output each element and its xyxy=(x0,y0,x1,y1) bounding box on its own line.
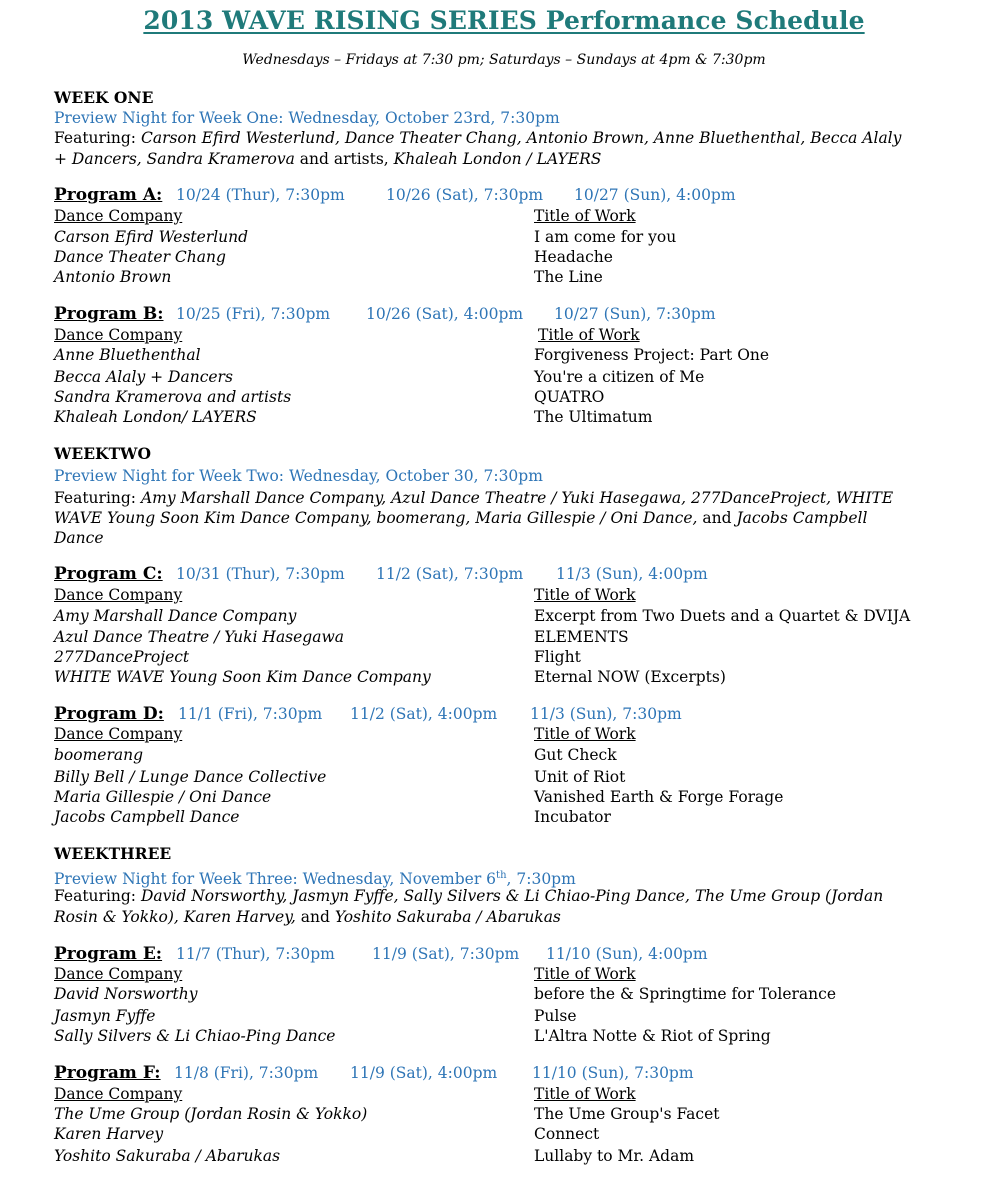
column-header-work: Title of Work xyxy=(534,1085,636,1103)
page-subtitle: Wednesdays – Fridays at 7:30 pm; Saturdays – Sundays at 4pm & 7:30pm xyxy=(242,52,766,68)
program-date: 10/31 (Thur), 7:30pm xyxy=(176,565,345,583)
featuring-connector: and artists, xyxy=(294,150,394,168)
column-header-work: Title of Work xyxy=(534,725,636,743)
column-header-company: Dance Company xyxy=(54,1085,183,1103)
work-title: L'Altra Notte & Riot of Spring xyxy=(534,1027,771,1045)
company-name: Yoshito Sakuraba / Abarukas xyxy=(54,1147,281,1165)
table-row xyxy=(54,767,954,787)
preview-time: , 7:30pm xyxy=(506,870,576,889)
program-label: Program F: xyxy=(54,1063,161,1083)
company-name: Becca Alaly + Dancers xyxy=(54,368,233,386)
featuring-names: Amy Marshall Dance Company, Azul Dance Theatre / Yuki Hasegawa, 277DanceProject, WHITE xyxy=(140,489,894,507)
program-date: 11/2 (Sat), 7:30pm xyxy=(376,565,524,583)
program-date: 10/27 (Sun), 7:30pm xyxy=(554,305,716,323)
column-header-row xyxy=(54,585,954,605)
week-three-featuring-line1 xyxy=(54,886,883,906)
company-name: Anne Bluethenthal xyxy=(54,346,201,364)
program-date: 10/24 (Thur), 7:30pm xyxy=(176,186,345,204)
work-title: Incubator xyxy=(534,808,611,826)
table-row xyxy=(54,807,954,827)
week-two-featuring-line3 xyxy=(54,528,104,548)
company-name: Sally Silvers & Li Chiao-Ping Dance xyxy=(54,1027,336,1045)
table-row xyxy=(54,267,954,287)
column-header-company: Dance Company xyxy=(54,965,183,983)
program-e-header xyxy=(54,944,708,964)
company-name: Amy Marshall Dance Company xyxy=(54,607,297,625)
table-row xyxy=(54,984,954,1004)
program-c-header xyxy=(54,564,708,584)
program-f-header xyxy=(54,1063,694,1083)
work-title: Connect xyxy=(534,1125,600,1143)
featuring-names: Jacobs Campbell xyxy=(736,509,868,527)
program-d-header xyxy=(54,704,682,724)
featuring-names: + Dancers, Sandra Kramerova xyxy=(54,150,295,168)
page-title: 2013 WAVE RISING SERIES Performance Schedule xyxy=(143,6,865,35)
featuring-label: Featuring: xyxy=(54,129,137,147)
table-row xyxy=(54,745,954,765)
work-title: Vanished Earth & Forge Forage xyxy=(534,788,784,806)
week-two-featuring-line1 xyxy=(54,488,893,508)
work-title: before the & Springtime for Tolerance xyxy=(534,985,836,1003)
column-header-work: Title of Work xyxy=(534,586,636,604)
table-row xyxy=(54,667,954,687)
column-header-work: Title of Work xyxy=(534,207,636,225)
company-name: boomerang xyxy=(54,746,144,764)
week-two-heading: WEEKTWO xyxy=(54,444,151,463)
company-name: Jasmyn Fyffe xyxy=(54,1007,156,1025)
work-title: Gut Check xyxy=(534,746,617,764)
week-one-featuring-line2 xyxy=(54,149,601,169)
work-title: The Line xyxy=(534,268,603,286)
work-title: Lullaby to Mr. Adam xyxy=(534,1147,695,1165)
program-date: 11/1 (Fri), 7:30pm xyxy=(178,705,323,723)
table-row xyxy=(54,1026,954,1046)
week-one-heading: WEEK ONE xyxy=(54,88,154,107)
work-title: Eternal NOW (Excerpts) xyxy=(534,668,726,686)
work-title: I am come for you xyxy=(534,228,677,246)
featuring-names: Carson Efird Westerlund, Dance Theater Chang, Antonio Brown, Anne Bluethenthal, Becca Alaly xyxy=(140,129,902,147)
featuring-label: Featuring: xyxy=(54,489,137,507)
program-a-header xyxy=(54,185,736,205)
featuring-names: Dance xyxy=(54,529,104,547)
program-date: 11/8 (Fri), 7:30pm xyxy=(174,1064,319,1082)
week-two-featuring-line2 xyxy=(54,508,867,528)
company-name: Billy Bell / Lunge Dance Collective xyxy=(54,768,327,786)
column-header-company: Dance Company xyxy=(54,725,183,743)
preview-ordinal: th xyxy=(496,870,507,881)
work-title: The Ultimatum xyxy=(534,408,653,426)
week-three-featuring-line2 xyxy=(54,907,561,927)
work-title: Headache xyxy=(534,248,613,266)
table-row xyxy=(54,345,954,365)
week-one-preview: Preview Night for Week One: Wednesday, October 23rd, 7:30pm xyxy=(54,109,560,127)
featuring-names: WAVE Young Soon Kim Dance Company, boomerang, Maria Gillespie / Oni Dance, xyxy=(54,509,698,527)
column-header-row xyxy=(54,206,954,226)
program-b-header xyxy=(54,304,716,324)
program-date: 11/10 (Sun), 7:30pm xyxy=(532,1064,694,1082)
column-header-company: Dance Company xyxy=(54,586,183,604)
table-row xyxy=(54,247,954,267)
company-name: 277DanceProject xyxy=(54,648,190,666)
table-row xyxy=(54,606,954,626)
featuring-names: Yoshito Sakuraba / Abarukas xyxy=(334,908,561,926)
table-row xyxy=(54,367,954,387)
work-title: You're a citizen of Me xyxy=(534,368,705,386)
table-row xyxy=(54,627,954,647)
table-row xyxy=(54,1124,954,1144)
program-label: Program D: xyxy=(54,704,164,724)
work-title: QUATRO xyxy=(534,388,605,406)
work-title: Unit of Riot xyxy=(534,768,626,786)
work-title: The Ume Group's Facet xyxy=(534,1105,720,1123)
table-row xyxy=(54,407,954,427)
program-date: 11/9 (Sat), 7:30pm xyxy=(372,945,520,963)
column-header-row xyxy=(54,325,954,345)
company-name: Sandra Kramerova and artists xyxy=(54,388,292,406)
table-row xyxy=(54,1006,954,1026)
company-name: Khaleah London/ LAYERS xyxy=(54,408,257,426)
preview-text: Preview Night for Week Three: Wednesday, November 6 xyxy=(54,870,497,889)
table-row xyxy=(54,387,954,407)
week-two-preview: Preview Night for Week Two: Wednesday, October 30, 7:30pm xyxy=(54,467,543,485)
company-name: The Ume Group (Jordan Rosin & Yokko) xyxy=(54,1105,368,1123)
program-label: Program B: xyxy=(54,304,164,324)
table-row xyxy=(54,787,954,807)
company-name: Carson Efird Westerlund xyxy=(54,228,249,246)
program-date: 10/27 (Sun), 4:00pm xyxy=(574,186,736,204)
week-three-heading: WEEKTHREE xyxy=(54,844,172,863)
program-date: 11/3 (Sun), 4:00pm xyxy=(556,565,708,583)
column-header-row xyxy=(54,724,954,744)
table-row xyxy=(54,647,954,667)
table-row xyxy=(54,1146,954,1166)
work-title: Excerpt from Two Duets and a Quartet & DVIJA xyxy=(534,607,911,625)
featuring-names: Khaleah London / LAYERS xyxy=(393,150,602,168)
company-name: Antonio Brown xyxy=(54,268,172,286)
company-name: Dance Theater Chang xyxy=(54,248,226,266)
program-date: 10/26 (Sat), 4:00pm xyxy=(366,305,524,323)
program-label: Program A: xyxy=(54,185,163,205)
program-date: 11/9 (Sat), 4:00pm xyxy=(350,1064,498,1082)
column-header-row xyxy=(54,1084,954,1104)
work-title: Flight xyxy=(534,648,581,666)
company-name: Azul Dance Theatre / Yuki Hasegawa xyxy=(54,628,344,646)
column-header-company: Dance Company xyxy=(54,326,183,344)
week-one-featuring-line1 xyxy=(54,128,901,148)
company-name: WHITE WAVE Young Soon Kim Dance Company xyxy=(54,668,431,686)
program-date: 11/10 (Sun), 4:00pm xyxy=(546,945,708,963)
featuring-label: Featuring: xyxy=(54,887,137,905)
column-header-row xyxy=(54,964,954,984)
program-label: Program C: xyxy=(54,564,163,584)
column-header-company: Dance Company xyxy=(54,207,183,225)
featuring-connector: and xyxy=(295,908,335,926)
featuring-names: David Norsworthy, Jasmyn Fyffe, Sally Silvers & Li Chiao-Ping Dance, The Ume Group (Jordan xyxy=(140,887,884,905)
program-date: 10/25 (Fri), 7:30pm xyxy=(176,305,331,323)
program-date: 10/26 (Sat), 7:30pm xyxy=(386,186,544,204)
company-name: Maria Gillespie / Oni Dance xyxy=(54,788,272,806)
work-title: Forgiveness Project: Part One xyxy=(534,346,770,364)
column-header-work: Title of Work xyxy=(534,965,636,983)
company-name: Karen Harvey xyxy=(54,1125,164,1143)
program-date: 11/3 (Sun), 7:30pm xyxy=(530,705,682,723)
program-label: Program E: xyxy=(54,944,163,964)
work-title: Pulse xyxy=(534,1007,577,1025)
program-date: 11/7 (Thur), 7:30pm xyxy=(176,945,335,963)
work-title: ELEMENTS xyxy=(534,628,629,646)
table-row xyxy=(54,1104,954,1124)
company-name: David Norsworthy xyxy=(54,985,198,1003)
program-date: 11/2 (Sat), 4:00pm xyxy=(350,705,498,723)
company-name: Jacobs Campbell Dance xyxy=(54,808,240,826)
column-header-work: Title of Work xyxy=(538,326,640,344)
table-row xyxy=(54,227,954,247)
featuring-names: Rosin & Yokko), Karen Harvey, xyxy=(54,908,296,926)
featuring-connector: and xyxy=(697,509,737,527)
